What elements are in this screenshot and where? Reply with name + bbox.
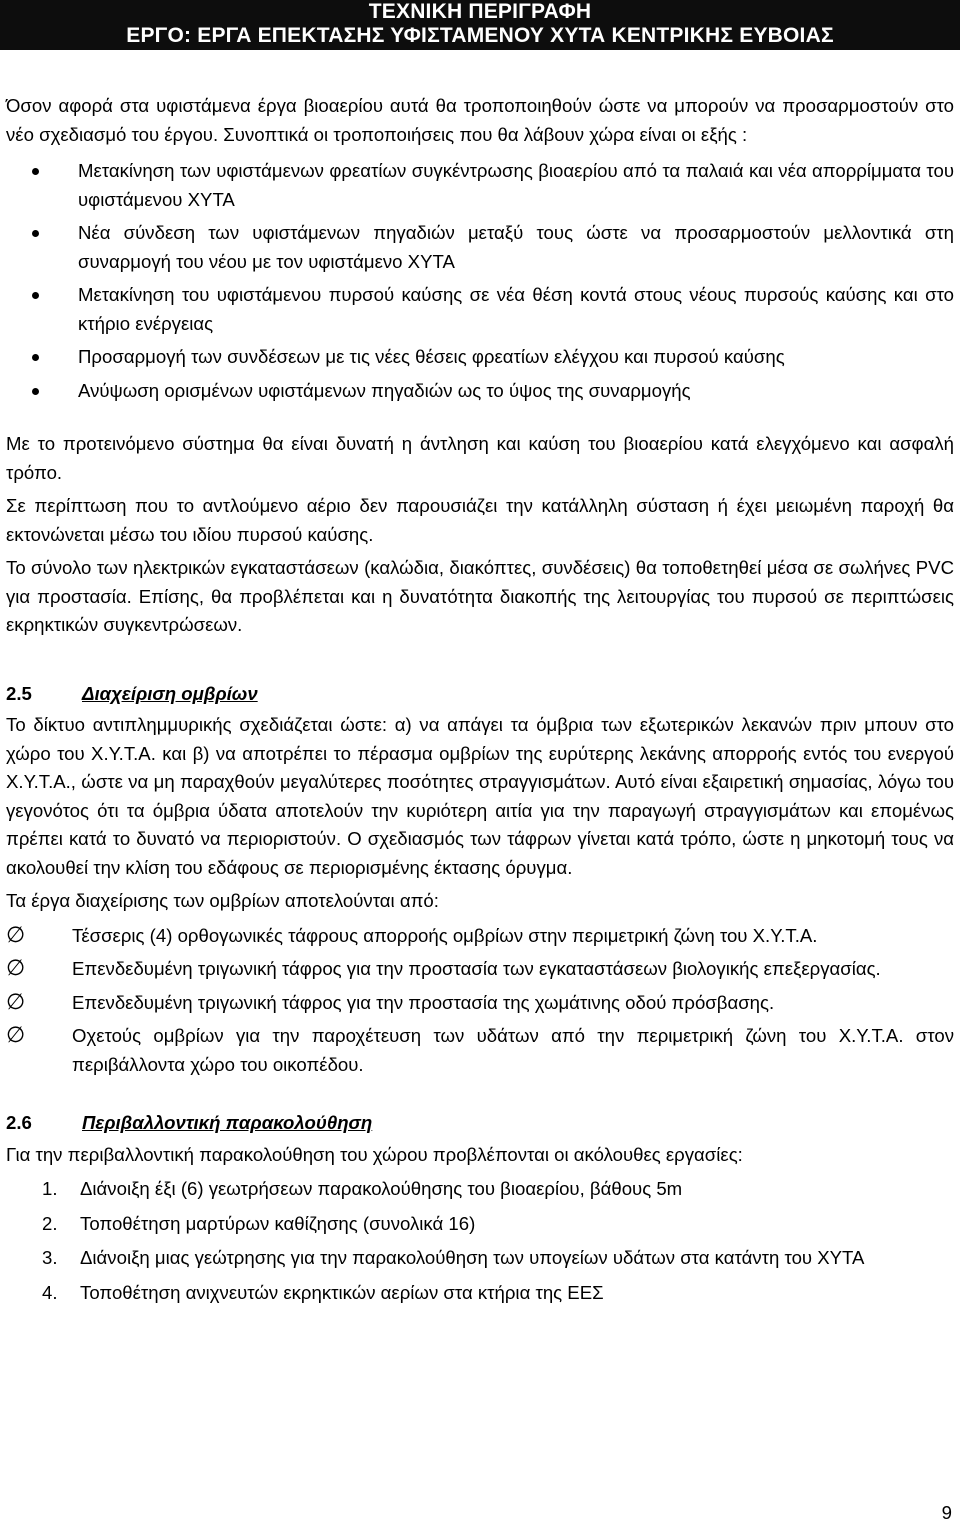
bullet-icon — [32, 168, 39, 175]
empty-set-icon: ∅ — [6, 989, 26, 1015]
header-title: ΤΕΧΝΙΚΗ ΠΕΡΙΓΡΑΦΗ — [368, 0, 592, 23]
paragraph: Το σύνολο των ηλεκτρικών εγκαταστάσεων (καλώδια, διακόπτες, συνδέσεις) θα τοποθετηθεί μέσα σε σωλήνες PVC για προστασία. Επίσης, θα προβλέπεται και η δυνατότητα διακοπής της λειτουργίας του πυρσού σε περιπτώσεις εκρηκτικών συγκεντρώσεων. — [6, 557, 954, 635]
empty-set-icon: ∅ — [6, 1023, 26, 1048]
list-item: Προσαρμογή των συνδέσεων με τις νέες θέσεις φρεατίων ελέγχου και πυρσού καύσης — [6, 343, 954, 372]
list-item: ∅ Οχετούς ομβρίων για την παροχέτευση των υδάτων από την περιμετρική ζώνη του Χ.Υ.Τ.Α. στον περιβάλλοντα χώρο του οικοπέδου. — [6, 1023, 954, 1075]
monitoring-list — [6, 1175, 954, 1307]
list-intro: Τα έργα διαχείρισης των ομβρίων αποτελούνται από: — [6, 890, 439, 911]
list-item: Ανύψωση ορισμένων υφιστάμενων πηγαδιών ως το ύψος της συναρμογής — [6, 377, 954, 406]
bullet-icon — [32, 388, 39, 395]
document-header — [0, 0, 960, 50]
stormwater-works-list — [6, 922, 954, 1080]
empty-set-icon: ∅ — [6, 922, 26, 948]
bullet-icon — [32, 292, 39, 299]
bullet-icon — [32, 230, 39, 237]
list-item: Μετακίνηση των υφιστάμενων φρεατίων συγκέντρωσης βιοαερίου από τα παλαιά και νέα απορρίμματα του υφιστάμενου ΧΥΤΑ — [6, 157, 954, 214]
modifications-list — [6, 157, 954, 405]
document-body — [6, 92, 954, 1313]
page-number: 9 — [941, 1502, 952, 1523]
list-item: Νέα σύνδεση των υφιστάμενων πηγαδιών μεταξύ τους ώστε να προσαρμοστούν μελλοντικά στη συναρμογή του νέου με τον υφιστάμενο ΧΥΤΑ — [6, 219, 954, 276]
list-item: ∅ Επενδεδυμένη τριγωνική τάφρος για την προστασία της χωμάτινης οδού πρόσβασης. — [6, 989, 775, 1015]
list-item: Μετακίνηση του υφιστάμενου πυρσού καύσης σε νέα θέση κοντά στους νέους πυρσούς καύσης και στο κτήριο ενέργειας — [6, 281, 954, 338]
list-item: 2. Τοποθέτηση μαρτύρων καθίζησης (συνολικά 16) — [42, 1212, 476, 1234]
paragraph: Σε περίπτωση που το αντλούμενο αέριο δεν παρουσιάζει την κατάλληλη σύσταση ή έχει μειωμένη παροχή θα εκτονώνεται μέσω του ιδίου πυρσού καύσης. — [6, 495, 954, 545]
empty-set-icon: ∅ — [6, 956, 26, 981]
paragraph: Το δίκτυο αντιπλημμυρικής σχεδιάζεται ώστε: α) να απάγει τα όμβρια των εξωτερικών λεκανών πριν μπουν στο χώρο του Χ.Υ.Τ.Α. και β) να αποτρέπει το πέρασμα ομβρίων της ευρύτερης λεκάνης απορροής εντός του ενεργού Χ.Υ.Τ.Α., ώστε να μη παραχθούν μεγαλύτερες ποσότητες στραγγισμάτων. Αυτό είναι εξαιρετική σημασίας, λόγω του γεγονότος ότι τα όμβρια ύδατα αποτελούν την κυριότερη αιτία για την παραγωγή στραγγισμάτων και επομένως πρέπει κατά το δυνατό να περιοριστούν. Ο σχεδιασμός των τάφρων γίνεται κατά τρόπο, ώστε η μηκοτομή τους να ακολουθεί την κλίση του εδάφους σε περιορισμένης έκτασης όρυγμα. — [6, 714, 954, 878]
bullet-icon — [32, 354, 39, 361]
list-item: ∅ Τέσσερις (4) ορθογωνικές τάφρους απορροής ομβρίων στην περιμετρική ζώνη του Χ.Υ.Τ.Α. — [6, 922, 818, 948]
header-project: ΕΡΓΟ: ΕΡΓΑ ΕΠΕΚΤΑΣΗΣ ΥΦΙΣΤΑΜΕΝΟΥ ΧΥΤΑ ΚΕΝΤΡΙΚΗΣ ΕΥΒΟΙΑΣ — [126, 24, 834, 47]
list-item: 3. Διάνοιξη μιας γεώτρησης για την παρακολούθηση των υπογείων υδάτων στα κατάντη του ΧΥΤΑ — [42, 1247, 865, 1268]
section-heading-2-6: 2.6 Περιβαλλοντική παρακολούθηση — [6, 1112, 373, 1133]
paragraph: Με το προτεινόμενο σύστημα θα είναι δυνατή η άντληση και καύση του βιοαερίου κατά ελεγχόμενο και ασφαλή τρόπο. — [6, 433, 954, 483]
list-item: ∅ Επενδεδυμένη τριγωνική τάφρος για την προστασία των εγκαταστάσεων βιολογικής επεξεργασίας. — [6, 956, 881, 981]
section-heading-2-5: 2.5 Διαχείριση ομβρίων — [6, 682, 258, 704]
list-item: 1. Διάνοιξη έξι (6) γεωτρήσεων παρακολούθησης του βιοαερίου, βάθους 5m — [42, 1178, 683, 1199]
list-item: 4. Τοποθέτηση ανιχνευτών εκρηκτικών αερίων στα κτήρια της ΕΕΣ — [42, 1281, 604, 1303]
intro-paragraph: Όσον αφορά στα υφιστάμενα έργα βιοαερίου αυτά θα τροποποιηθούν ώστε να μπορούν να προσαρμοστούν στο νέο σχεδιασμό του έργου. Συνοπτικά οι τροποποιήσεις που θα λάβουν χώρα είναι οι εξής : — [6, 95, 954, 145]
paragraph: Για την περιβαλλοντική παρακολούθηση του χώρου προβλέπονται οι ακόλουθες εργασίες: — [6, 1143, 743, 1165]
